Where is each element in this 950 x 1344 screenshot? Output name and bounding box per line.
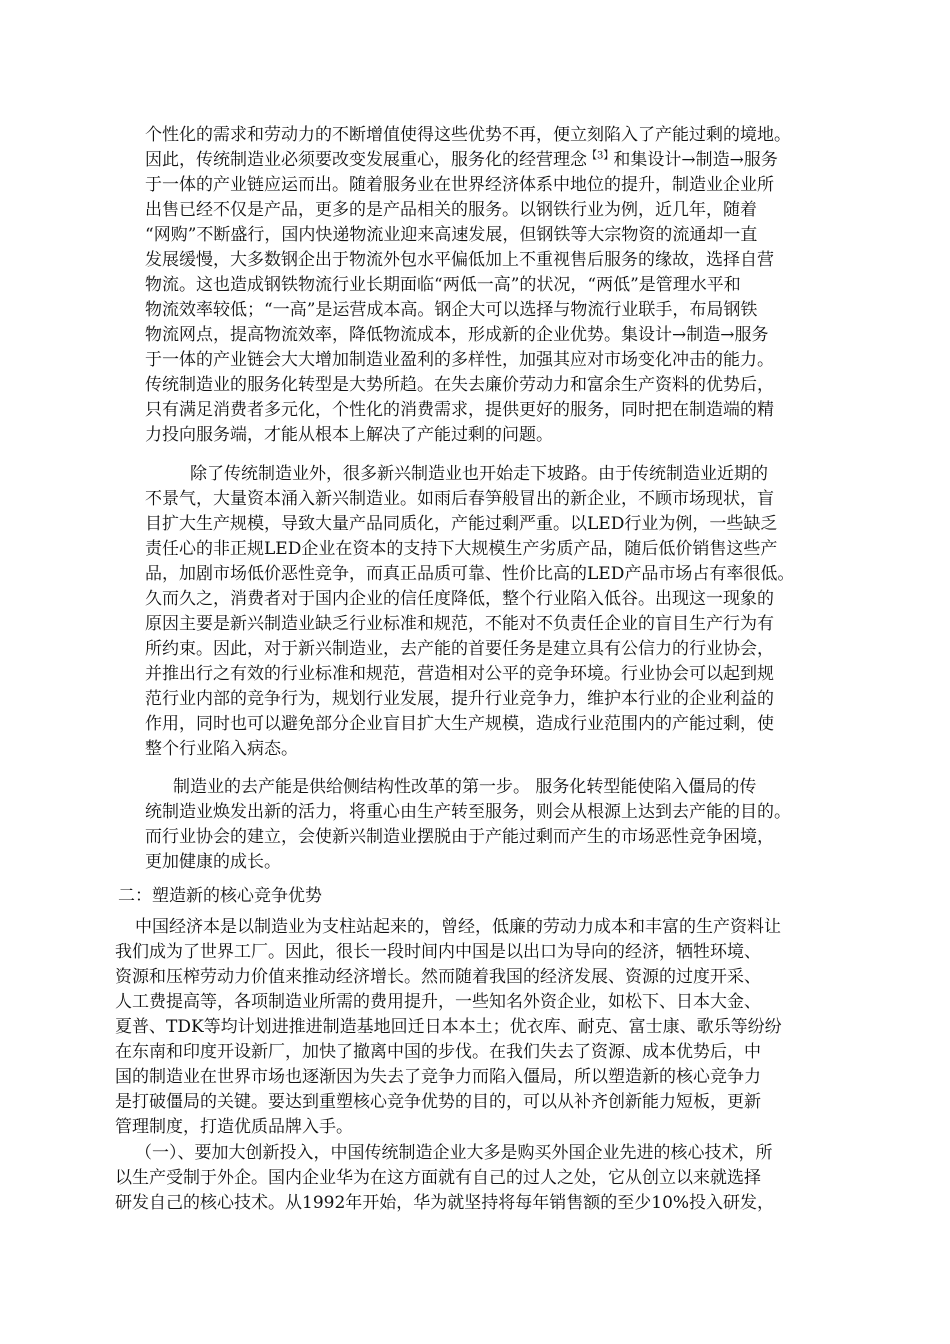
text-line: 责任心的非正规LED企业在资本的支持下大规模生产劣质产品，随后低价销售这些产	[145, 539, 778, 559]
text-line: “网购”不断盛行，国内快递物流业迎来高速发展，但钢铁等大宗物资的流通却一直	[145, 225, 758, 245]
text-line: 我们成为了世界工厂。因此，很长一段时间内中国是以出口为导向的经济，牺牲环境、	[115, 942, 761, 962]
text-line: 作用，同时也可以避免部分企业盲目扩大生产规模，造成行业范围内的产能过剩，使	[145, 714, 774, 734]
text-line: 只有满足消费者多元化，个性化的消费需求，提供更好的服务，同时把在制造端的精	[145, 400, 774, 420]
text-line: （一）、要加大创新投入，中国传统制造企业大多是购买外国企业先进的核心技术，所	[135, 1143, 773, 1163]
text-line: 传统制造业的服务化转型是大势所趋。在失去廉价劳动力和富余生产资料的优势后，	[145, 375, 774, 395]
text-line: 中国经济本是以制造业为支柱站起来的，曾经，低廉的劳动力成本和丰富的生产资料让	[135, 917, 781, 937]
citation-marker: 【3】	[587, 150, 614, 162]
text-line: 不景气，大量资本涌入新兴制造业。如雨后春笋般冒出的新企业，不顾市场现状，盲	[145, 489, 774, 509]
text-line: 制造业的去产能是供给侧结构性改革的第一步。 服务化转型能使陷入僵局的传	[173, 777, 757, 797]
text-line: 久而久之，消费者对于国内企业的信任度降低，整个行业陷入低谷。出现这一现象的	[145, 589, 774, 609]
text-line: 统制造业焕发出新的活力，将重心由生产转至服务，则会从根源上达到去产能的目的。	[145, 802, 791, 822]
text-line: 物流。这也造成钢铁物流行业长期面临“两低一高”的状况，“两低”是管理水平和	[145, 275, 741, 295]
text-line: 于一体的产业链应运而出。随着服务业在世界经济体系中地位的提升，制造业企业所	[145, 175, 774, 195]
text-line: 国的制造业在世界市场也逐渐因为失去了竞争力而陷入僵局，所以塑造新的核心竞争力	[115, 1067, 761, 1087]
text-line: 品，加剧市场低价恶性竞争，而真正品质可靠、性价比高的LED产品市场占有率很低。	[145, 564, 795, 584]
text-line: 出售已经不仅是产品，更多的是产品相关的服务。以钢铁行业为例，近几年，随着	[145, 200, 757, 220]
text-line: 发展缓慢，大多数钢企出于物流外包水平偏低加上不重视售后服务的缘故，选择自营	[145, 250, 774, 270]
text-line: 范行业内部的竞争行为，规划行业发展，提升行业竞争力，维护本行业的企业利益的	[145, 689, 774, 709]
text-line: 在东南和印度开设新厂，加快了撤离中国的步伐。在我们失去了资源、成本优势后，中	[115, 1042, 761, 1062]
text-line: 以生产受制于外企。国内企业华为在这方面就有自己的过人之处，它从创立以来就选择	[115, 1168, 761, 1188]
section-heading: 二：塑造新的核心竞争优势	[118, 886, 322, 906]
text-line: 资源和压榨劳动力价值来推动经济增长。然而随着我国的经济发展、资源的过度开采、	[115, 967, 761, 987]
text-line: 原因主要是新兴制造业缺乏行业标准和规范，不能对不负责任企业的盲目生产行为有	[145, 614, 774, 634]
text-line: 个性化的需求和劳动力的不断增值使得这些优势不再，便立刻陷入了产能过剩的境地。	[145, 125, 791, 145]
text-line: 并推出行之有效的行业标准和规范，营造相对公平的竞争环境。行业协会可以起到规	[145, 664, 774, 684]
text-line: 是打破僵局的关键。要达到重塑核心竞争优势的目的，可以从补齐创新能力短板，更新	[115, 1092, 761, 1112]
text-line: 于一体的产业链会大大增加制造业盈利的多样性，加强其应对市场变化冲击的能力。	[145, 350, 774, 370]
text-line: 夏普、TDK等均计划进推进制造基地回迁日本本土；优衣库、耐克、富士康、歌乐等纷纷	[115, 1017, 782, 1037]
text-line: 物流网点，提高物流效率，降低物流成本，形成新的企业优势。集设计→制造→服务	[145, 325, 769, 345]
text-line: 人工费提高等，各项制造业所需的费用提升，一些知名外资企业，如松下、日本大金、	[115, 992, 761, 1012]
text-line: 物流效率较低；“一高”是运营成本高。钢企大可以选择与物流行业联手，布局钢铁	[145, 300, 758, 320]
text-line: 所约束。因此，对于新兴制造业，去产能的首要任务是建立具有公信力的行业协会，	[145, 639, 774, 659]
text-line: 管理制度，打造优质品牌入手。	[115, 1117, 353, 1137]
text-line: 目扩大生产规模，导致大量产品同质化，产能过剩严重。以LED行业为例，一些缺乏	[145, 514, 778, 534]
text-line: 因此，传统制造业必须要改变发展重心，服务化的经营理念$^{【3】}$和集设计→制造→服务	[145, 150, 778, 170]
text-line: 力投向服务端，才能从根本上解决了产能过剩的问题。	[145, 425, 553, 445]
text-line: 更加健康的成长。	[145, 852, 281, 872]
text-line: 而行业协会的建立，会使新兴制造业摆脱由于产能过剩而产生的市场恶性竞争困境，	[145, 827, 774, 847]
text-line: 研发自己的核心技术。从1992年开始，华为就坚持将每年销售额的至少10%投入研发，	[115, 1193, 775, 1213]
text-line: 除了传统制造业外，很多新兴制造业也开始走下坡路。由于传统制造业近期的	[190, 464, 768, 484]
text-line: 整个行业陷入病态。	[145, 739, 298, 759]
